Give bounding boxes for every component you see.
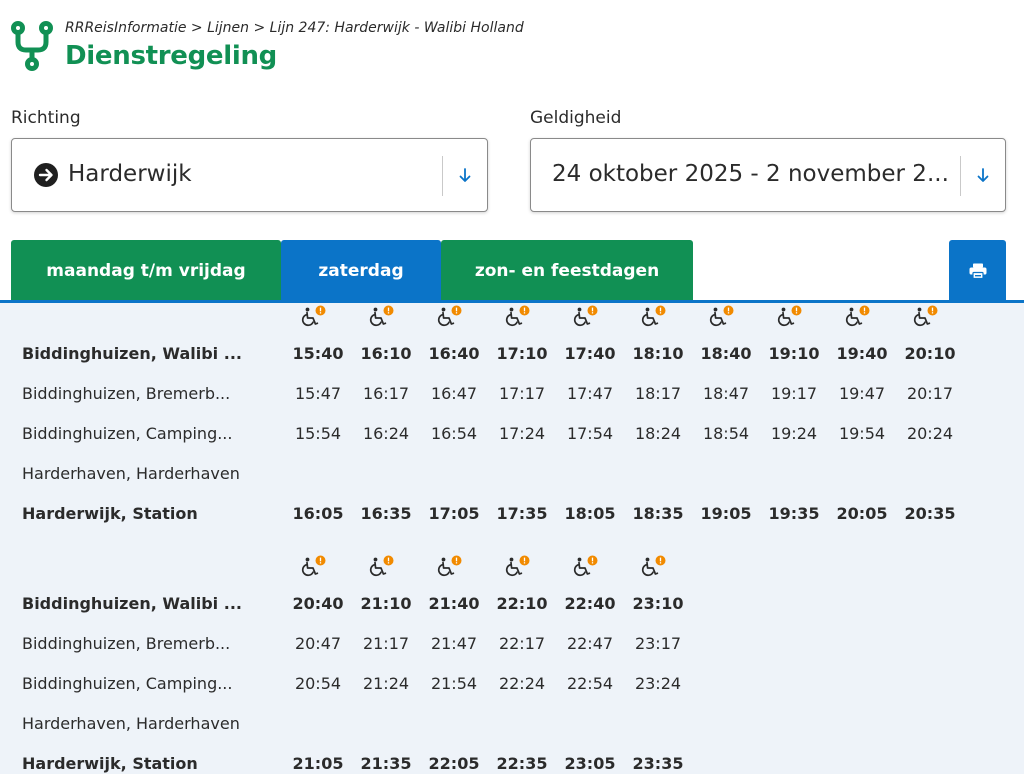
wheelchair-alert-icon[interactable] <box>301 555 327 579</box>
departure-time: 16:54 <box>430 424 478 443</box>
departure-time: 20:47 <box>294 634 342 653</box>
direction-select[interactable] <box>11 138 488 212</box>
validity-value: 24 oktober 2025 - 2 november 2... <box>552 161 949 187</box>
timetable-row <box>0 744 1024 774</box>
departure-time: 23:24 <box>634 674 682 693</box>
departure-time: 19:47 <box>838 384 886 403</box>
wheelchair-alert-icon[interactable] <box>913 305 939 329</box>
departure-time: 20:17 <box>906 384 954 403</box>
departure-time: 16:10 <box>360 344 412 363</box>
wheelchair-alert-icon[interactable] <box>505 305 531 329</box>
departure-time: 23:05 <box>564 754 616 773</box>
accessibility-icons-row <box>0 303 1024 333</box>
wheelchair-alert-icon[interactable] <box>301 305 327 329</box>
departure-time: 20:24 <box>906 424 954 443</box>
wheelchair-alert-icon[interactable] <box>777 305 803 329</box>
departure-time: 21:24 <box>362 674 410 693</box>
departure-time: 16:17 <box>362 384 410 403</box>
departure-time: 22:47 <box>566 634 614 653</box>
departure-time: 21:54 <box>430 674 478 693</box>
departure-time: 22:05 <box>428 754 480 773</box>
stop-name[interactable]: Harderhaven, Harderhaven <box>22 464 240 483</box>
departure-time: 22:17 <box>498 634 546 653</box>
departure-time: 20:05 <box>836 504 888 523</box>
departure-time: 20:40 <box>292 594 344 613</box>
wheelchair-alert-icon[interactable] <box>641 305 667 329</box>
departure-time: 21:05 <box>292 754 344 773</box>
departure-time: 17:17 <box>498 384 546 403</box>
departure-time: 21:17 <box>362 634 410 653</box>
select-divider <box>442 156 443 196</box>
page-title: Dienstregeling <box>65 41 277 71</box>
departure-time: 22:24 <box>498 674 546 693</box>
departure-time: 23:10 <box>632 594 684 613</box>
wheelchair-alert-icon[interactable] <box>369 305 395 329</box>
validity-select[interactable] <box>530 138 1006 212</box>
departure-time: 19:05 <box>700 504 752 523</box>
departure-time: 19:35 <box>768 504 820 523</box>
departure-time: 22:10 <box>496 594 548 613</box>
wheelchair-alert-icon[interactable] <box>573 555 599 579</box>
departure-time: 17:10 <box>496 344 548 363</box>
departure-time: 22:40 <box>564 594 616 613</box>
departure-time: 23:35 <box>632 754 684 773</box>
timetable-row <box>0 334 1024 374</box>
stop-name[interactable]: Harderhaven, Harderhaven <box>22 714 240 733</box>
departure-time: 22:35 <box>496 754 548 773</box>
departure-time: 19:24 <box>770 424 818 443</box>
route-fork-icon[interactable] <box>10 20 54 72</box>
wheelchair-alert-icon[interactable] <box>845 305 871 329</box>
departure-time: 19:40 <box>836 344 888 363</box>
departure-time: 21:10 <box>360 594 412 613</box>
departure-time: 17:47 <box>566 384 614 403</box>
stop-name[interactable]: Biddinghuizen, Camping... <box>22 674 233 693</box>
departure-time: 22:54 <box>566 674 614 693</box>
wheelchair-alert-icon[interactable] <box>505 555 531 579</box>
timetable-block <box>0 553 1024 774</box>
departure-time: 16:05 <box>292 504 344 523</box>
departure-time: 18:10 <box>632 344 684 363</box>
departure-time: 18:40 <box>700 344 752 363</box>
accessibility-icons-row <box>0 553 1024 583</box>
arrow-right-circle-icon <box>34 163 58 187</box>
timetable-row <box>0 624 1024 664</box>
departure-time: 16:35 <box>360 504 412 523</box>
day-tabs <box>0 240 1024 302</box>
stop-name[interactable]: Biddinghuizen, Camping... <box>22 424 233 443</box>
departure-time: 20:54 <box>294 674 342 693</box>
departure-time: 17:40 <box>564 344 616 363</box>
stop-name[interactable]: Harderwijk, Station <box>22 754 198 773</box>
departure-time: 15:40 <box>292 344 344 363</box>
wheelchair-alert-icon[interactable] <box>709 305 735 329</box>
departure-time: 20:35 <box>904 504 956 523</box>
stop-name[interactable]: Biddinghuizen, Walibi ... <box>22 344 242 363</box>
tab-weekdays[interactable]: maandag t/m vrijdag <box>11 240 281 302</box>
printer-icon <box>969 263 987 279</box>
departure-time: 18:24 <box>634 424 682 443</box>
direction-value: Harderwijk <box>68 161 192 187</box>
departure-time: 19:17 <box>770 384 818 403</box>
departure-time: 20:10 <box>904 344 956 363</box>
departure-time: 21:40 <box>428 594 480 613</box>
departure-time: 18:05 <box>564 504 616 523</box>
timetable-row <box>0 664 1024 704</box>
departure-time: 18:35 <box>632 504 684 523</box>
print-button[interactable] <box>949 240 1006 302</box>
departure-time: 15:47 <box>294 384 342 403</box>
timetable-row <box>0 704 1024 744</box>
tab-saturday[interactable]: zaterdag <box>281 240 441 302</box>
wheelchair-alert-icon[interactable] <box>641 555 667 579</box>
stop-name[interactable]: Biddinghuizen, Bremerb... <box>22 634 231 653</box>
timetable-row <box>0 414 1024 454</box>
departure-time: 18:17 <box>634 384 682 403</box>
wheelchair-alert-icon[interactable] <box>437 305 463 329</box>
departure-time: 19:54 <box>838 424 886 443</box>
departure-time: 16:40 <box>428 344 480 363</box>
arrow-down-icon[interactable] <box>976 163 990 187</box>
departure-time: 16:47 <box>430 384 478 403</box>
departure-time: 16:24 <box>362 424 410 443</box>
arrow-down-icon[interactable] <box>458 163 472 187</box>
timetable-row <box>0 584 1024 624</box>
departure-time: 17:54 <box>566 424 614 443</box>
stop-name[interactable]: Harderwijk, Station <box>22 504 198 523</box>
timetable-row <box>0 374 1024 414</box>
timetable-block <box>0 303 1024 553</box>
breadcrumb[interactable]: RRReisInformatie > Lijnen > Lijn 247: Harderwijk - Walibi Holland <box>65 20 524 36</box>
timetable-row <box>0 454 1024 494</box>
departure-time: 18:47 <box>702 384 750 403</box>
departure-time: 23:17 <box>634 634 682 653</box>
wheelchair-alert-icon[interactable] <box>573 305 599 329</box>
stop-name[interactable]: Biddinghuizen, Bremerb... <box>22 384 231 403</box>
timetable <box>0 303 1024 774</box>
validity-label: Geldigheid <box>530 108 622 128</box>
tab-sunday-holidays[interactable]: zon- en feestdagen <box>441 240 693 302</box>
stop-name[interactable]: Biddinghuizen, Walibi ... <box>22 594 242 613</box>
departure-time: 17:24 <box>498 424 546 443</box>
direction-label: Richting <box>11 108 81 128</box>
wheelchair-alert-icon[interactable] <box>369 555 395 579</box>
departure-time: 17:35 <box>496 504 548 523</box>
departure-time: 21:47 <box>430 634 478 653</box>
page-header <box>0 0 1024 100</box>
departure-time: 21:35 <box>360 754 412 773</box>
departure-time: 19:10 <box>768 344 820 363</box>
wheelchair-alert-icon[interactable] <box>437 555 463 579</box>
departure-time: 15:54 <box>294 424 342 443</box>
timetable-row <box>0 494 1024 534</box>
select-divider <box>960 156 961 196</box>
departure-time: 17:05 <box>428 504 480 523</box>
departure-time: 18:54 <box>702 424 750 443</box>
